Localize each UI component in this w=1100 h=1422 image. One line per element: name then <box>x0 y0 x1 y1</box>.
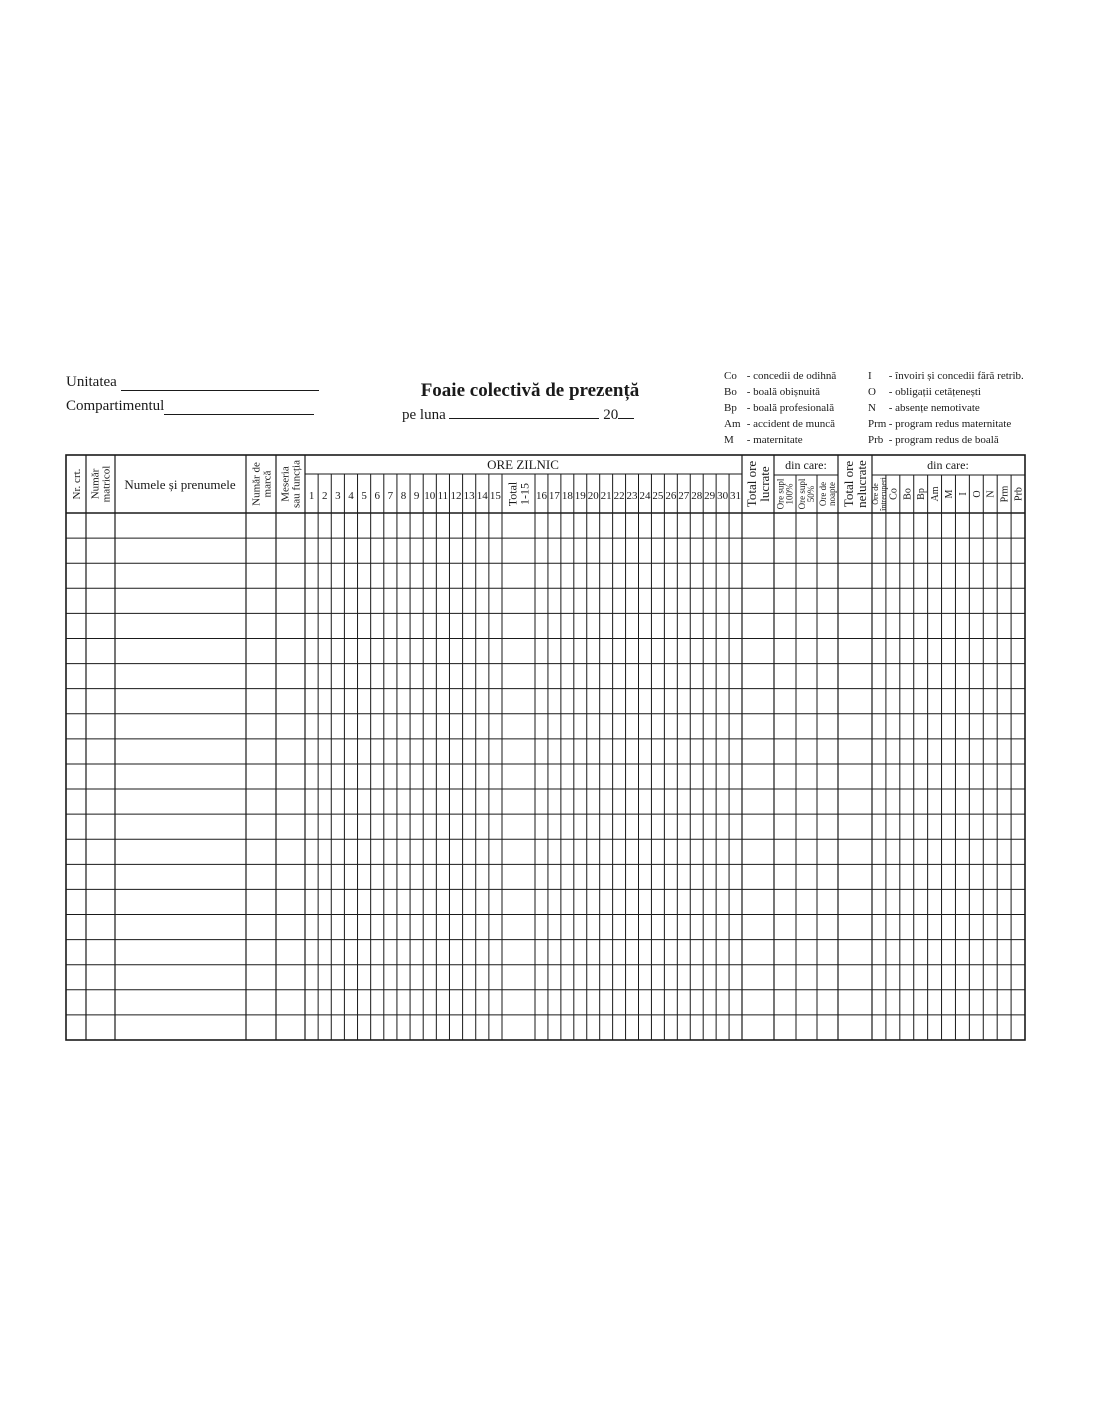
legend-text: - obligații cetățenești <box>886 386 981 398</box>
sub-lucrate-header: noapte <box>827 482 838 506</box>
day-number: 28 <box>691 490 703 502</box>
legend-text: - accident de muncă <box>744 418 836 430</box>
legend-text: - învoiri și concedii fără retrib. <box>886 370 1024 382</box>
legend-code: Am <box>724 418 741 430</box>
day-number: 16 <box>535 490 547 502</box>
legend-code: Bo <box>724 386 737 398</box>
day-number: 25 <box>652 490 664 502</box>
day-number: 8 <box>400 490 407 502</box>
sub-lucrate-header: 100% <box>784 483 795 505</box>
sub-nelucrate-header: M <box>944 489 955 499</box>
unit-label: Unitatea <box>66 374 117 390</box>
total-nelucrate-header: nelucrate <box>854 460 870 508</box>
day-number: 24 <box>639 490 651 502</box>
legend-text: - concedii de odihnă <box>744 370 837 382</box>
day-number: 23 <box>626 490 638 502</box>
day-number: 30 <box>717 490 729 502</box>
legend-code: O <box>868 386 876 398</box>
sub-lucrate-header: Ore supl <box>775 478 786 510</box>
sub-nelucrate-header: I <box>957 492 969 496</box>
day-number: 27 <box>678 490 690 502</box>
day-number: 19 <box>574 490 586 502</box>
month-label: pe luna <box>402 407 446 423</box>
legend-code: Prm <box>868 418 887 430</box>
legend-code: Bp <box>724 402 737 414</box>
legend-code: Co <box>724 370 737 382</box>
day-number: 21 <box>600 490 612 502</box>
document-title: Foaie colectivă de prezență <box>420 380 640 401</box>
legend-text: - program redus de boală <box>886 434 999 446</box>
legend-code: M <box>724 434 734 446</box>
matricol-header: Număr <box>89 468 102 500</box>
marca-header: Număr de <box>250 462 263 506</box>
day-number: 12 <box>450 490 462 502</box>
total-lucrate-header: lucrate <box>757 466 773 502</box>
marca-header: marcă <box>261 470 274 498</box>
legend-code: N <box>868 402 876 414</box>
department-label: Compartimentul <box>66 398 165 414</box>
meseria-header: Meseria <box>279 466 292 502</box>
sub-nelucrate-header: Bo <box>902 488 914 500</box>
day-number: 10 <box>424 490 436 502</box>
day-number: 26 <box>665 490 677 502</box>
day-number: 15 <box>489 490 501 502</box>
day-number: 11 <box>437 490 449 502</box>
day-number: 17 <box>548 490 560 502</box>
legend-text: - absențe nemotivate <box>886 402 980 414</box>
day-number: 4 <box>348 490 354 502</box>
day-number: 20 <box>587 490 599 502</box>
total-1-15-header: Total <box>505 481 520 507</box>
sub-nelucrate-header: Prb <box>1013 487 1025 501</box>
sub-nelucrate-header: Co <box>888 488 900 500</box>
day-number: 5 <box>361 490 367 502</box>
legend-text: - maternitate <box>744 434 803 446</box>
meseria-header: sau funcția <box>290 460 303 508</box>
sub-nelucrate-header: N <box>985 490 997 498</box>
day-number: 1 <box>308 490 315 502</box>
sub-nelucrate-header: O <box>971 490 983 498</box>
day-number: 14 <box>476 490 488 502</box>
legend-text: - boală profesională <box>744 402 835 414</box>
sub-nelucrate-header: Prm <box>999 485 1011 503</box>
sub-nelucrate-header: Am <box>930 486 942 502</box>
din-care-label: din care: <box>785 458 827 472</box>
table-border <box>66 455 1025 1040</box>
sub-nelucrate-header: întreruperi <box>878 477 888 511</box>
nr-crt-header: Nr. crt. <box>70 468 83 500</box>
legend-code: I <box>868 370 872 382</box>
din-care-label: din care: <box>927 458 969 472</box>
day-number: 31 <box>730 490 742 502</box>
sub-nelucrate-header: Ore de <box>870 483 880 505</box>
day-number: 18 <box>561 490 573 502</box>
day-number: 2 <box>321 490 328 502</box>
day-number: 9 <box>413 490 420 502</box>
matricol-header: matricol <box>100 465 113 503</box>
sub-lucrate-header: Ore de <box>818 481 829 507</box>
year-label: 20 <box>603 407 619 423</box>
sub-lucrate-header: 50% <box>806 485 817 503</box>
sub-lucrate-header: Ore supl <box>797 478 808 510</box>
day-number: 6 <box>374 490 380 502</box>
ore-zilnic-header: ORE ZILNIC <box>487 457 559 472</box>
day-number: 22 <box>613 490 625 502</box>
legend-text: - boală obișnuită <box>744 386 821 398</box>
day-number: 13 <box>463 490 475 502</box>
name-header: Numele și prenumele <box>124 477 236 492</box>
sub-nelucrate-header: Bp <box>916 488 928 500</box>
total-nelucrate-header: Total ore <box>841 460 857 508</box>
day-number: 3 <box>335 490 341 502</box>
legend-text: - program redus maternitate <box>886 418 1012 430</box>
legend-code: Prb <box>868 434 884 446</box>
day-number: 7 <box>387 490 394 502</box>
day-number: 29 <box>704 490 716 502</box>
total-lucrate-header: Total ore <box>744 460 760 508</box>
total-1-15-header: 1-15 <box>517 483 532 505</box>
